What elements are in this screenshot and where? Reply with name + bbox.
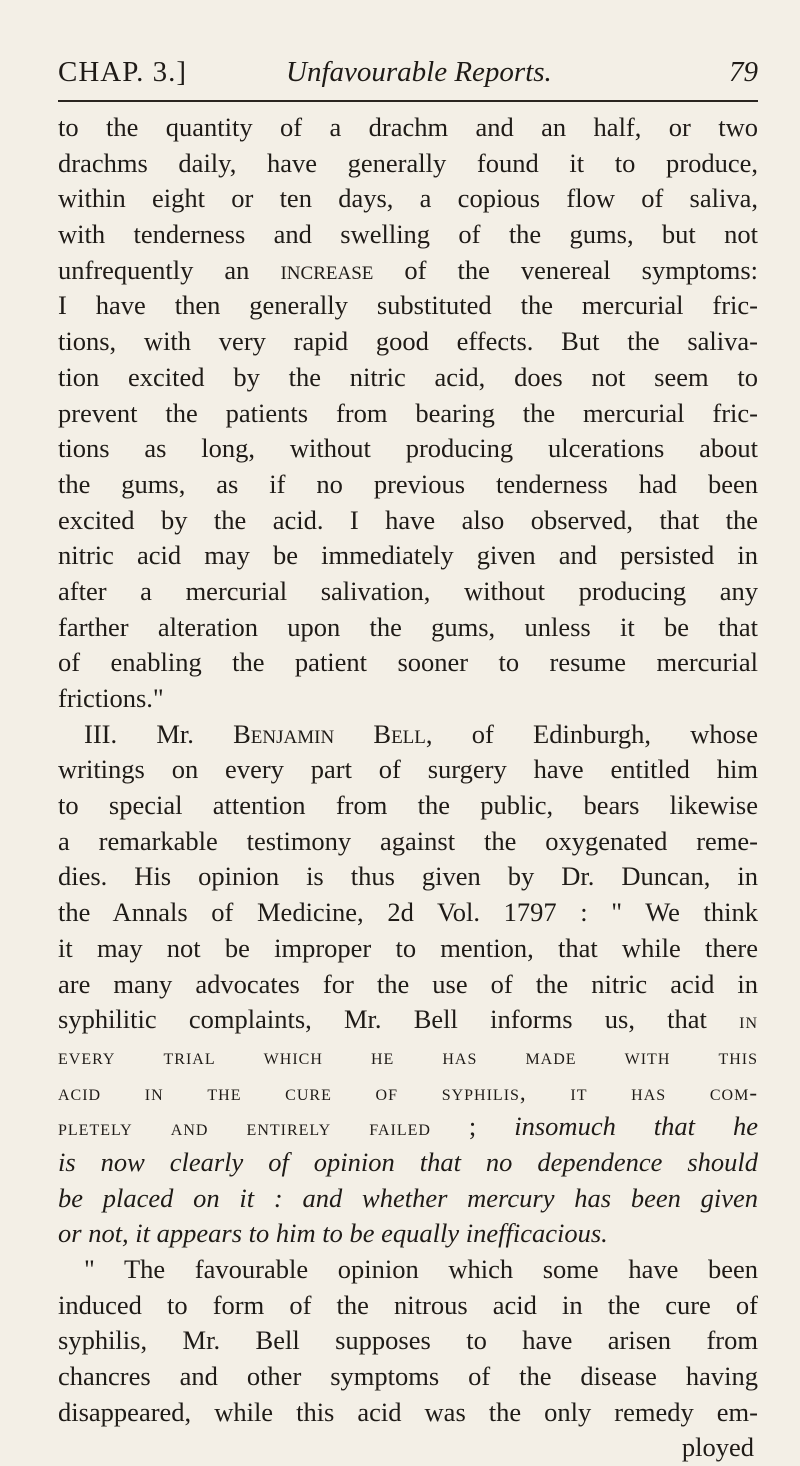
text-line	[58, 146, 758, 182]
text-segment: writings on every part of surgery have entitled him	[58, 754, 758, 785]
text-line	[58, 1002, 758, 1038]
text-line	[58, 1216, 758, 1252]
text-line	[58, 895, 758, 931]
text-segment: of the venereal symptoms:	[373, 254, 758, 285]
text-line	[58, 1145, 758, 1181]
text-segment: the Annals of Medicine, 2d Vol. 1797 : " We think	[58, 897, 758, 928]
text-segment: pletely and entirely failed	[58, 1115, 431, 1141]
text-line	[58, 859, 758, 895]
text-line	[58, 538, 758, 574]
text-segment: it may not be improper to mention, that while there	[58, 932, 758, 963]
text-segment: be placed on it : and whether mercury has been given	[58, 1182, 758, 1213]
text-line	[58, 360, 758, 396]
text-segment: acid in the cure of syphilis, it has com-	[58, 1079, 758, 1105]
text-segment: nitric acid may be immediately given and persisted in	[58, 540, 758, 571]
text-segment: within eight or ten days, a copious flow of saliva,	[58, 183, 758, 214]
text-segment: of enabling the patient sooner to resume mercurial	[58, 647, 758, 678]
text-segment: tions as long, without producing ulcerations about	[58, 433, 758, 464]
text-line	[58, 1288, 758, 1324]
text-segment: a remarkable testimony against the oxygenated reme-	[58, 825, 758, 856]
text-segment: dies. His opinion is thus given by Dr. Duncan, in	[58, 861, 758, 892]
text-segment: with tenderness and swelling of the gums, but not	[58, 219, 758, 250]
text-line	[58, 288, 758, 324]
text-segment: or not, it appears to him to be equally inefficacious.	[58, 1218, 608, 1249]
text-line	[58, 324, 758, 360]
text-line	[58, 824, 758, 860]
body-text	[58, 110, 758, 1466]
text-line	[58, 681, 758, 717]
text-segment: in	[739, 1008, 758, 1034]
text-line	[58, 1109, 758, 1145]
text-line	[58, 967, 758, 1003]
text-line	[58, 181, 758, 217]
text-line	[58, 467, 758, 503]
text-line	[58, 752, 758, 788]
running-header	[58, 56, 758, 96]
text-segment: increase	[280, 254, 374, 285]
text-line	[58, 396, 758, 432]
text-segment: farther alteration upon the gums, unless it be that	[58, 611, 758, 642]
text-segment: chancres and other symptoms of the disease having	[58, 1361, 758, 1392]
header-rule	[58, 100, 758, 102]
text-segment: tion excited by the nitric acid, does not seem to	[58, 361, 758, 392]
text-line	[58, 217, 758, 253]
text-line	[58, 110, 758, 146]
text-segment: III. Mr.	[84, 718, 234, 749]
text-segment: , of Edinburgh, whose	[425, 718, 758, 749]
text-segment: the gums, as if no previous tenderness had been	[58, 468, 758, 499]
text-segment: unfrequently an	[58, 254, 281, 285]
text-segment: excited by the acid. I have also observed, that the	[58, 504, 758, 535]
text-segment: every trial which he has made with this	[58, 1043, 758, 1069]
text-line	[58, 253, 758, 289]
catchword: ployed	[681, 1432, 754, 1463]
text-line	[58, 574, 758, 610]
text-segment: Benjamin Bell	[233, 718, 426, 749]
text-segment: frictions."	[58, 683, 164, 713]
text-line	[58, 788, 758, 824]
text-line	[58, 431, 758, 467]
text-segment: drachms daily, have generally found it to produce,	[58, 147, 758, 178]
text-segment: to special attention from the public, bears likewise	[58, 790, 758, 821]
text-line	[58, 1074, 758, 1110]
chapter-label: CHAP. 3.]	[58, 56, 188, 88]
text-line	[58, 1252, 758, 1288]
text-line	[58, 1359, 758, 1395]
text-line	[58, 645, 758, 681]
text-segment: " The favourable opinion which some have been	[84, 1254, 758, 1284]
text-segment: syphilitic complaints, Mr. Bell informs us, that	[58, 1004, 740, 1035]
text-segment: induced to form of the nitrous acid in the cure of	[58, 1289, 758, 1320]
text-segment: tions, with very rapid good effects. But the saliva-	[58, 326, 758, 357]
text-line	[58, 717, 758, 753]
text-line	[58, 1038, 758, 1074]
text-line	[58, 931, 758, 967]
text-segment: ;	[430, 1111, 515, 1142]
text-segment: insomuch that he	[514, 1111, 758, 1142]
text-segment: after a mercurial salivation, without producing any	[58, 575, 758, 606]
text-segment: to the quantity of a drachm and an half, or two	[58, 112, 758, 142]
text-line	[58, 503, 758, 539]
text-line	[58, 1395, 758, 1431]
text-segment: syphilis, Mr. Bell supposes to have arisen from	[58, 1325, 758, 1356]
text-segment: are many advocates for the use of the nitric acid in	[58, 968, 758, 999]
text-line	[58, 1323, 758, 1359]
page-number: 79	[729, 56, 758, 88]
text-segment: is now clearly of opinion that no dependence should	[58, 1146, 758, 1177]
text-segment: I have then generally substituted the mercurial fric-	[58, 290, 758, 321]
text-segment: disappeared, while this acid was the only remedy em-	[58, 1396, 758, 1427]
running-title: Unfavourable Reports.	[286, 56, 552, 88]
text-line	[58, 1181, 758, 1217]
text-line	[58, 610, 758, 646]
text-segment: prevent the patients from bearing the mercurial fric-	[58, 397, 758, 428]
